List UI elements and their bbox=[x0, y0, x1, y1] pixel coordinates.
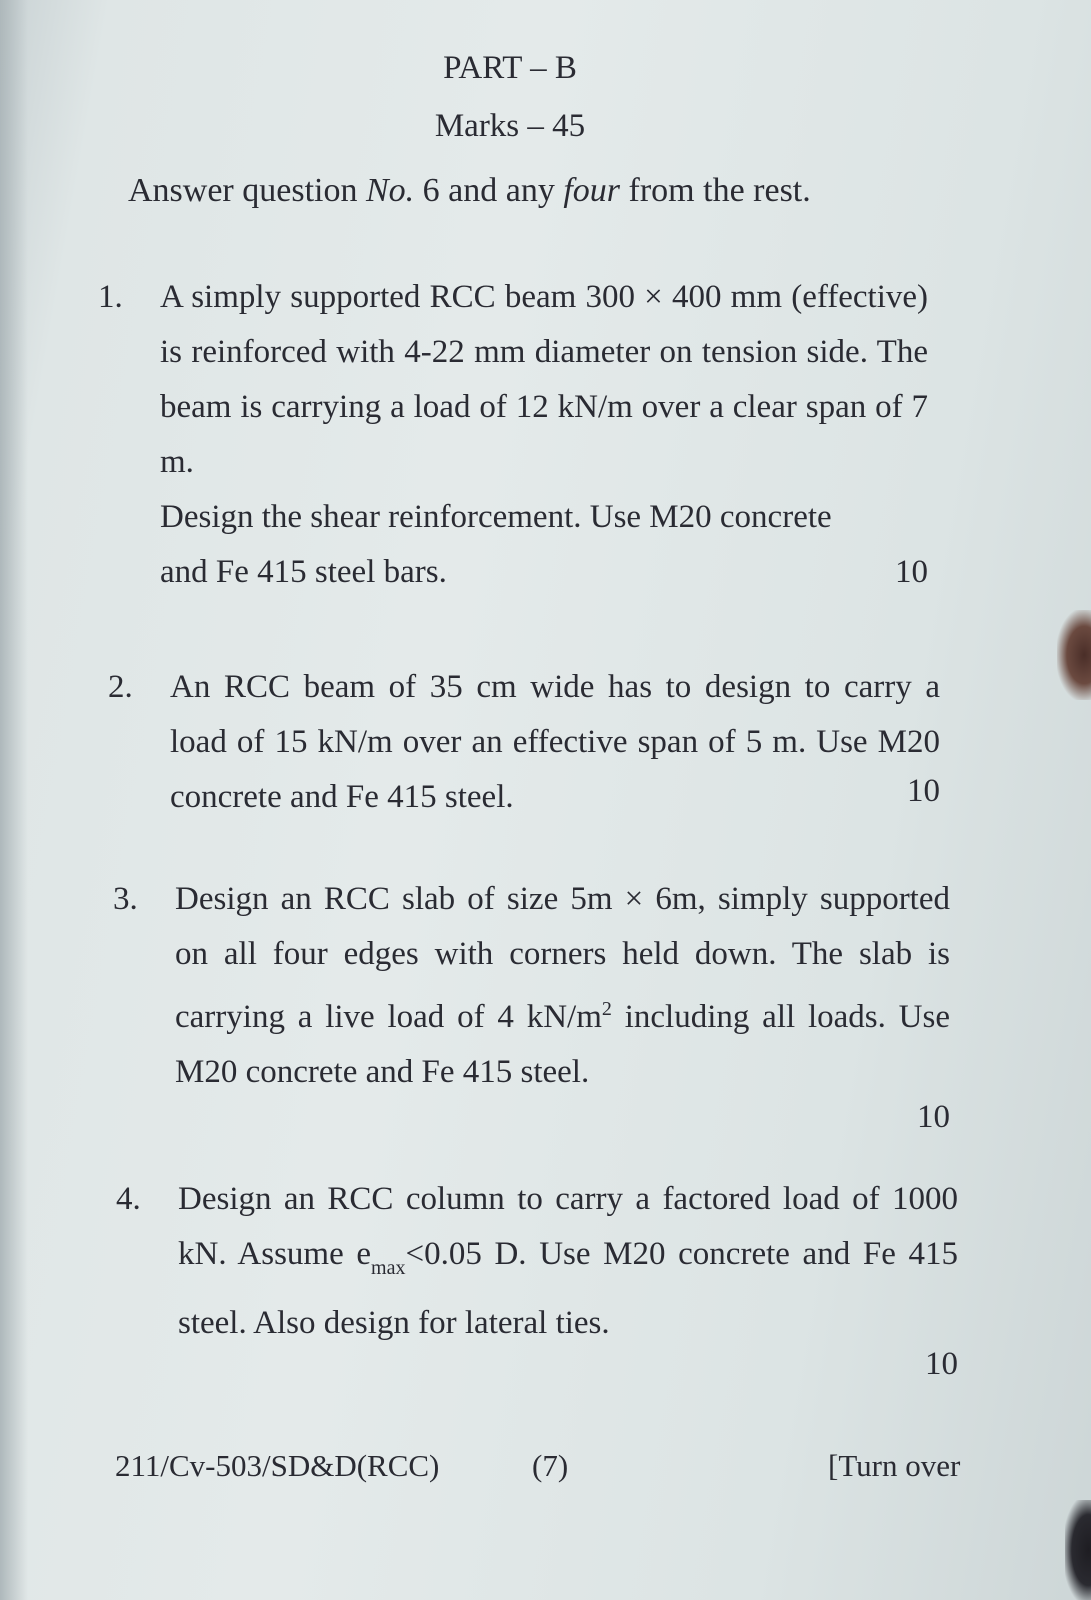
question-marks: 10 bbox=[907, 773, 940, 809]
question-number: 1. bbox=[98, 279, 123, 315]
page-number: (7) bbox=[532, 1448, 569, 1483]
question-text: A simply supported RCC beam 300 × 400 mm (effective) is reinforced with 4-22 mm diameter on tension side. The beam is carrying a load of 12 kN/m over a clear span of 7 m. bbox=[160, 279, 928, 480]
question-text-continued: Design the shear reinforcement. Use M20 concrete and Fe 415 steel bars. bbox=[160, 499, 832, 590]
question-4 bbox=[116, 1172, 958, 1382]
question-marks: 10 bbox=[895, 554, 928, 590]
question-number: 2. bbox=[108, 669, 133, 705]
instruction: Answer question No. 6 and any four from the rest. bbox=[128, 172, 811, 209]
page-shadow bbox=[0, 0, 28, 1600]
part-title: PART – B bbox=[443, 50, 577, 86]
question-text: Design an RCC slab of size 5m × 6m, simply supported on all four edges with corners held down. The slab is carrying a live load of 4 $kN/m^2$ including all loads. Use M20 concrete and Fe 415 steel. bbox=[175, 881, 951, 1090]
question-number: 3. bbox=[113, 881, 138, 917]
total-marks: Marks – 45 bbox=[434, 108, 586, 144]
question-2 bbox=[108, 660, 940, 825]
question-text: Design an RCC column to carry a factored load of 1000 kN. Assume $e_{max}<0.05$ D. Use M20 concrete and Fe 415 steel. Also design for lateral ties. bbox=[178, 1181, 958, 1341]
question-number: 4. bbox=[116, 1181, 141, 1217]
binder-clip-bottom bbox=[1065, 1500, 1091, 1600]
question-1 bbox=[98, 270, 928, 600]
turn-over-note: [Turn over bbox=[828, 1448, 961, 1483]
question-marks: 10 bbox=[917, 1099, 950, 1135]
binder-clip-top bbox=[1057, 610, 1091, 700]
question-marks: 10 bbox=[925, 1346, 958, 1382]
question-text: An RCC beam of 35 cm wide has to design to carry a load of 15 kN/m over an effective span of 5 m. Use M20 concrete and Fe 415 steel. bbox=[170, 669, 940, 815]
paper-code: 211/Cv-503/SD&D(RCC) bbox=[115, 1448, 440, 1483]
question-3 bbox=[113, 872, 951, 1135]
